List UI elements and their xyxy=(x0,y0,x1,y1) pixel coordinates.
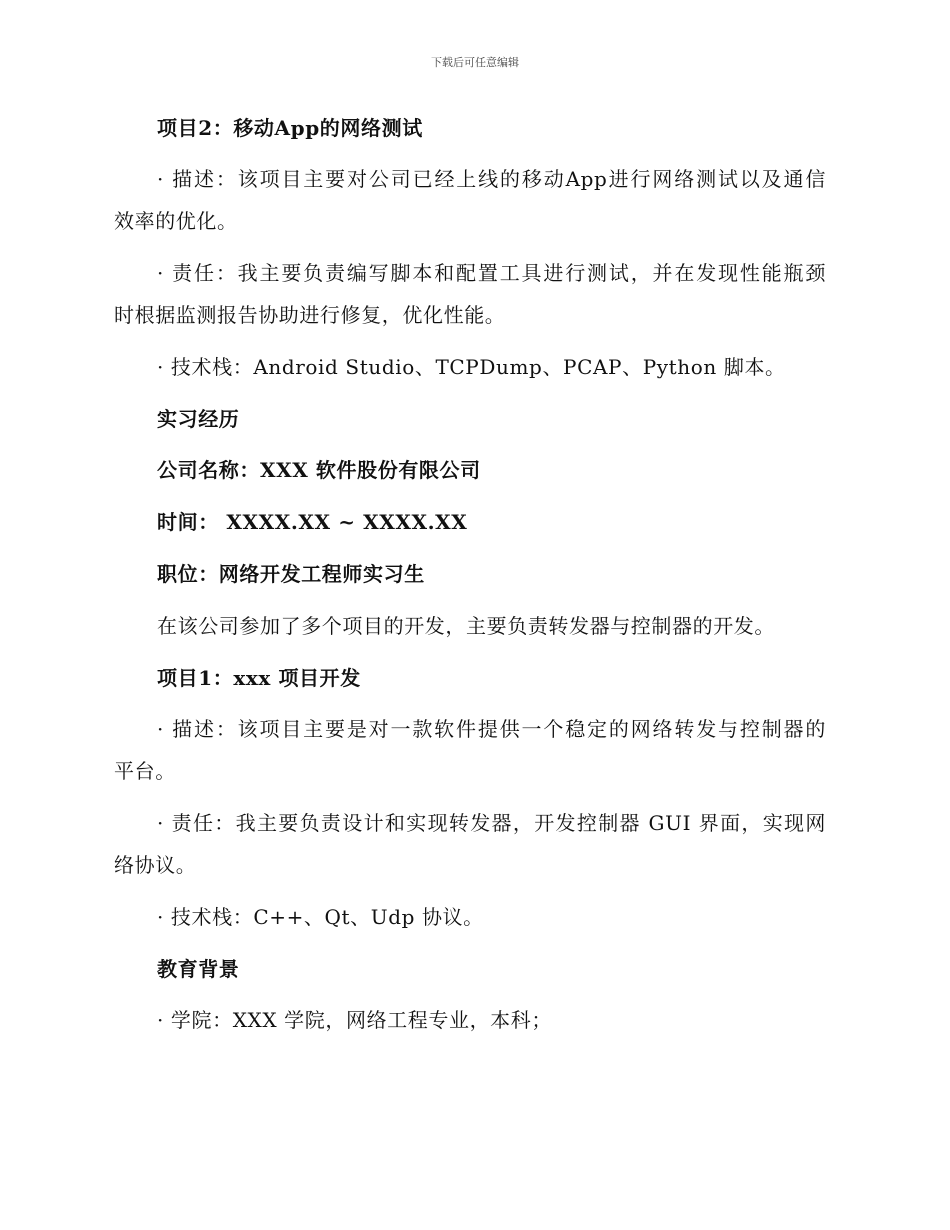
project-2-description: · 描述：该项目主要对公司已经上线的移动App进行网络测试以及通信 xyxy=(157,167,826,191)
project-1-heading: 项目1：xxx 项目开发 xyxy=(157,666,361,690)
project-1-tech-stack: · 技术栈：C++、Qt、Udp 协议。 xyxy=(157,905,484,929)
project-1-responsibility-cont: 络协议。 xyxy=(114,853,197,877)
education-college: · 学院：XXX 学院，网络工程专业，本科； xyxy=(157,1008,552,1032)
project-2-tech-stack: · 技术栈：Android Studio、TCPDump、PCAP、Python 脚本。 xyxy=(157,355,786,379)
project-1-responsibility: · 责任：我主要负责设计和实现转发器，开发控制器 GUI 界面，实现网 xyxy=(157,811,826,835)
internship-period: 时间： XXXX.XX ~ XXXX.XX xyxy=(157,510,468,534)
company-name: 公司名称：XXX 软件股份有限公司 xyxy=(157,458,481,482)
project-2-heading: 项目2：移动App的网络测试 xyxy=(157,116,423,140)
internship-summary: 在该公司参加了多个项目的开发，主要负责转发器与控制器的开发。 xyxy=(157,614,775,638)
education-heading: 教育背景 xyxy=(157,957,240,981)
project-2-responsibility: · 责任：我主要负责编写脚本和配置工具进行测试，并在发现性能瓶颈 xyxy=(157,261,826,285)
internship-heading: 实习经历 xyxy=(157,407,240,431)
position-title: 职位：网络开发工程师实习生 xyxy=(157,562,425,586)
project-1-description-cont: 平台。 xyxy=(114,759,176,783)
project-1-description: · 描述：该项目主要是对一款软件提供一个稳定的网络转发与控制器的 xyxy=(157,717,826,741)
project-2-description-cont: 效率的优化。 xyxy=(114,209,238,233)
page-header: 下载后可任意编辑 xyxy=(431,56,519,69)
project-2-responsibility-cont: 时根据监测报告协助进行修复，优化性能。 xyxy=(114,303,506,327)
